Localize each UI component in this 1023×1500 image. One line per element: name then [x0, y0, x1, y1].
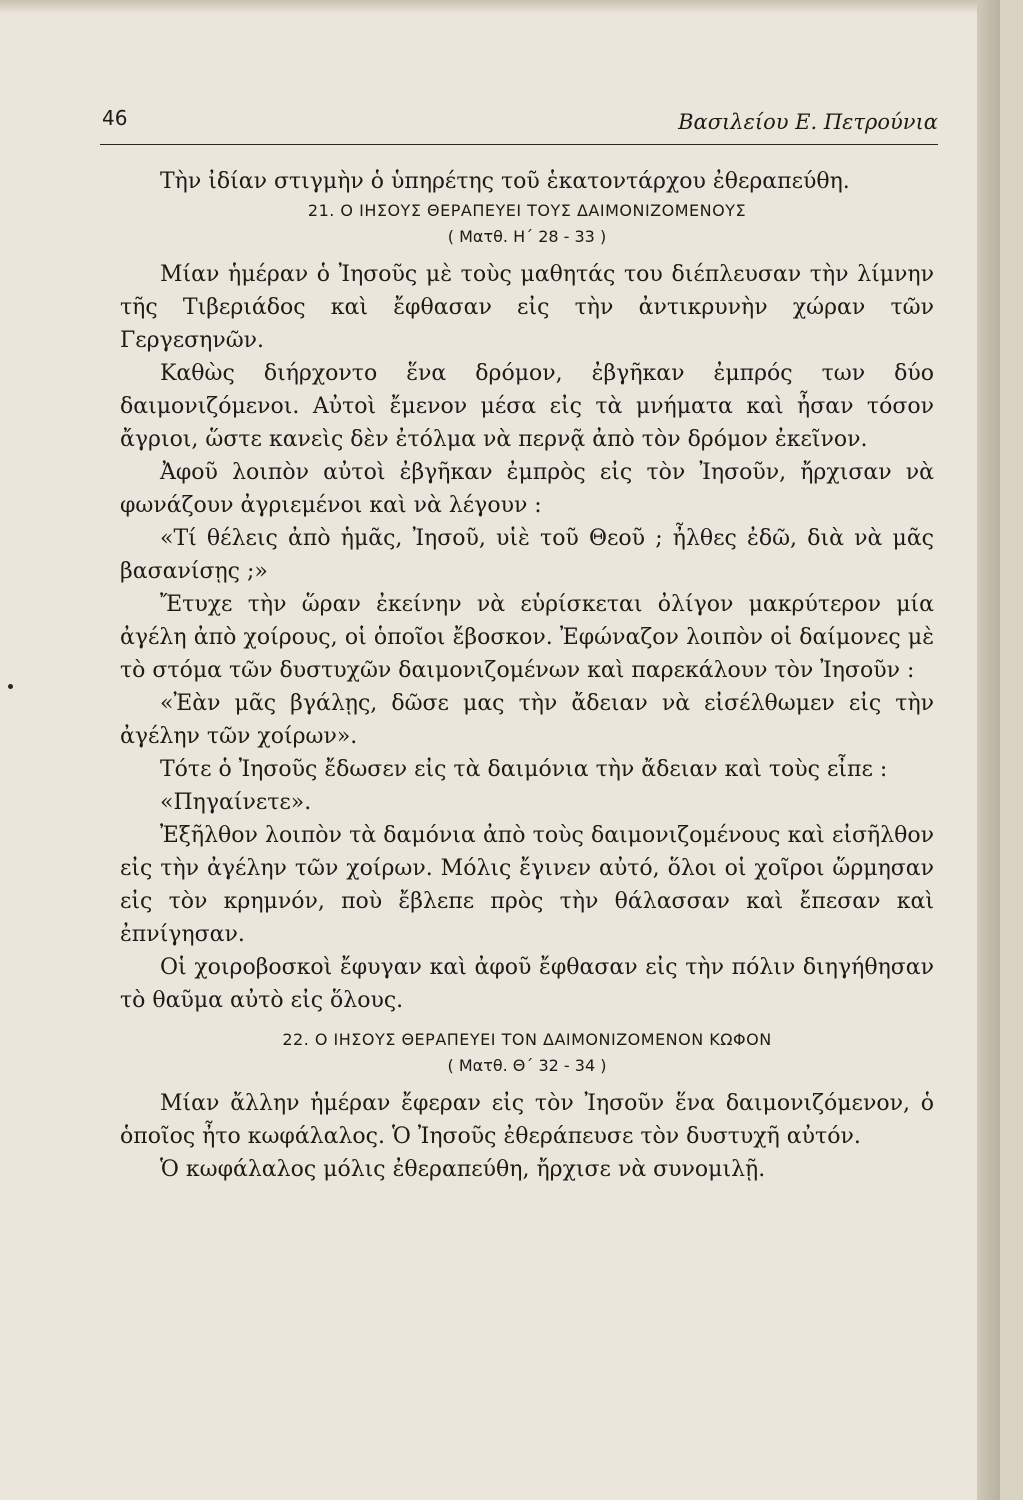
running-head: Βασιλείου Ε. Πετρούνια	[678, 110, 938, 134]
paragraph: Ἀφοῦ λοιπὸν αὐτοὶ ἐβγῆκαν ἐμπρὸς εἰς τὸν Ἰησοῦν, ἤρχισαν νὰ φωνάζουν ἀγριεμένοι καὶ νὰ λέγουν :	[120, 460, 934, 518]
section-heading: 21. Ο ΙΗΣΟΥΣ ΘΕΡΑΠΕΥΕΙ ΤΟΥΣ ΔΑΙΜΟΝΙΖΟΜΕΝΟΥΣ	[307, 201, 747, 220]
page-number: 46	[102, 106, 128, 130]
scripture-reference: ( Ματθ. Η΄ 28 - 33 )	[447, 227, 607, 246]
paragraph: Ὁ κωφάλαλος μόλις ἐθεραπεύθη, ἤρχισε νὰ συνομιλῇ.	[160, 1157, 766, 1182]
page-content	[120, 165, 934, 1186]
paragraph: Ἐξῆλθον λοιπὸν τὰ δαμόνια ἀπὸ τοὺς δαιμονιζομένους καὶ εἰσῆλθον εἰς τὴν ἀγέλην τῶν χοίρων. Μόλις ἔγινεν αὐτό, ὅλοι οἱ χοῖροι ὥρμησαν εἰς τὸν κρημνόν, ποὺ ἔβλεπε πρὸς τὴν θάλασσαν καὶ ἔπεσαν καὶ ἐπνίγησαν.	[120, 823, 934, 947]
paragraph: Τὴν ἰδίαν στιγμὴν ὁ ὑπηρέτης τοῦ ἑκατοντάρχου ἐθεραπεύθη.	[160, 169, 850, 194]
paragraph: «Πηγαίνετε».	[160, 790, 312, 815]
paragraph: Μίαν ἡμέραν ὁ Ἰησοῦς μὲ τοὺς μαθητάς του διέπλευσαν τὴν λίμνην τῆς Τιβεριάδος καὶ ἔφθασαν εἰς τὴν ἀντικρυνὴν χώραν τῶν Γεργεσηνῶν.	[120, 262, 934, 353]
paragraph: Μίαν ἄλλην ἡμέραν ἔφεραν εἰς τὸν Ἰησοῦν ἕνα δαιμονιζόμενον, ὁ ὁποῖος ἦτο κωφάλαλος. Ὁ Ἰησοῦς ἐθεράπευσε τὸν δυστυχῆ αὐτόν.	[120, 1091, 934, 1149]
spacer	[120, 1017, 934, 1027]
paragraph: Ἔτυχε τὴν ὥραν ἐκείνην νὰ εὑρίσκεται ὀλίγον μακρύτερον μία ἀγέλη ἀπὸ χοίρους, οἱ ὁποῖοι ἔβοσκον. Ἐφώναζον λοιπὸν οἱ δαίμονες μὲ τὸ στόμα τῶν δυστυχῶν δαιμονιζομένων καὶ παρεκάλουν τὸν Ἰησοῦν :	[120, 592, 934, 683]
section-heading: 22. Ο ΙΗΣΟΥΣ ΘΕΡΑΠΕΥΕΙ ΤΟΝ ΔΑΙΜΟΝΙΖΟΜΕΝΟΝ ΚΩΦΟΝ	[282, 1030, 772, 1049]
paragraph: «Ἐὰν μᾶς βγάλῃς, δῶσε μας τὴν ἄδειαν νὰ εἰσέλθωμεν εἰς τὴν ἀγέλην τῶν χοίρων».	[120, 691, 934, 749]
scripture-reference: ( Ματθ. Θ΄ 32 - 34 )	[447, 1056, 607, 1075]
margin-dot	[8, 684, 13, 689]
paragraph: «Τί θέλεις ἀπὸ ἡμᾶς, Ἰησοῦ, υἱὲ τοῦ Θεοῦ ; ἦλθες ἐδῶ, διὰ νὰ μᾶς βασανίσῃς ;»	[120, 526, 934, 584]
page-binding-shadow	[977, 0, 1000, 1500]
paragraph: Καθὼς διήρχοντο ἕνα δρόμον, ἐβγῆκαν ἐμπρός των δύο δαιμονιζόμενοι. Αὐτοὶ ἔμενον μέσα εἰς τὰ μνήματα καὶ ἦσαν τόσον ἄγριοι, ὥστε κανεὶς δὲν ἐτόλμα νὰ περνᾷ ἀπὸ τὸν δρόμον ἐκεῖνον.	[120, 361, 934, 452]
paragraph: Τότε ὁ Ἰησοῦς ἔδωσεν εἰς τὰ δαιμόνια τὴν ἄδειαν καὶ τοὺς εἶπε :	[160, 757, 888, 782]
page-header	[100, 100, 938, 145]
page-top-edge	[0, 0, 1000, 14]
paragraph: Οἱ χοιροβοσκοὶ ἔφυγαν καὶ ἀφοῦ ἔφθασαν εἰς τὴν πόλιν διηγήθησαν τὸ θαῦμα αὐτὸ εἰς ὅλους.	[120, 955, 934, 1013]
